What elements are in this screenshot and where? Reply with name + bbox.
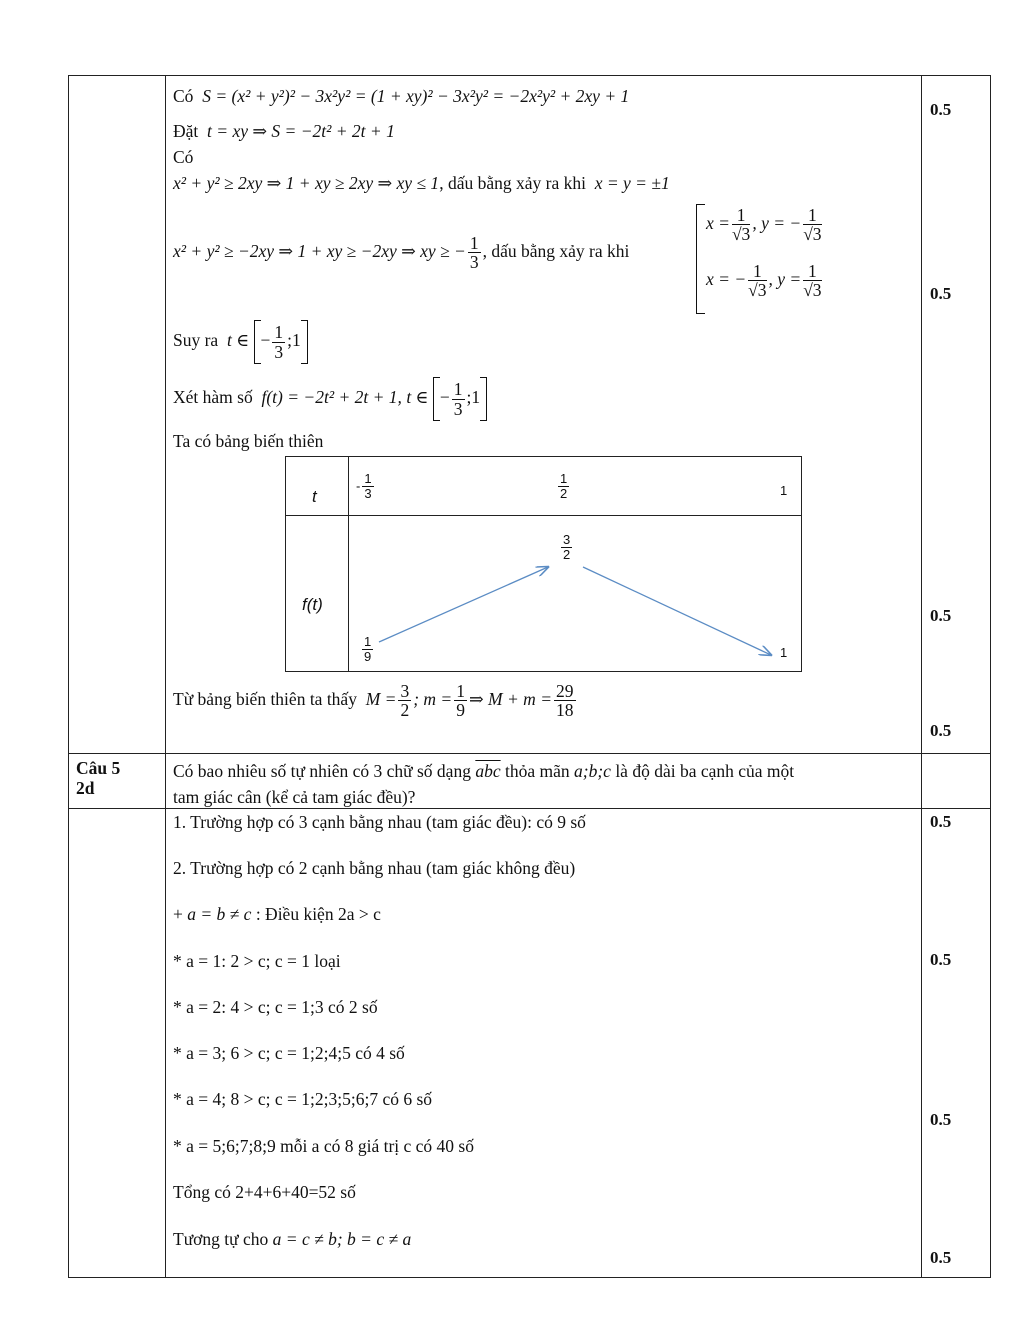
line-3: Có xyxy=(173,147,194,167)
sol-3: + a = b ≠ c : Điều kiện 2a > c xyxy=(173,904,381,924)
table-f-label: f(t) xyxy=(302,595,323,614)
line-1-math: S = (x² + y²)² − 3x²y² = (1 + xy)² − 3x²y² = −2x²y² + 2xy + 1 xyxy=(202,86,630,106)
line-5-math: x² + y² ≥ −2xy ⇒ 1 + xy ≥ −2xy ⇒ xy ≥ − xyxy=(173,240,466,261)
sol-9: Tổng có 2+4+6+40=52 số xyxy=(173,1182,356,1202)
line-2-prefix: Đặt xyxy=(173,121,199,141)
score-4: 0.5 xyxy=(930,721,952,740)
variation-table xyxy=(285,456,802,672)
line-4-math: x² + y² ≥ 2xy ⇒ 1 + xy ≥ 2xy ⇒ xy ≤ 1 xyxy=(173,173,440,193)
arrow-decreasing xyxy=(583,567,771,655)
sol-4: * a = 1: 2 > c; c = 1 loại xyxy=(173,951,341,971)
left-bracket xyxy=(254,320,261,364)
table-border-right xyxy=(990,75,991,1278)
t-mid: $\frac{1}{2}$ xyxy=(560,471,568,501)
line-1 xyxy=(173,86,629,107)
system-row-1: x = $\frac{1}{√3}$ , y = − $\frac{1}{√3}$ xyxy=(706,205,822,245)
t-end: 1 xyxy=(780,483,788,498)
score-6: 0.5 xyxy=(930,950,952,969)
table-row-divider-2 xyxy=(68,808,990,809)
right-bracket xyxy=(301,320,308,364)
f-end: 1 xyxy=(780,645,788,660)
score-7: 0.5 xyxy=(930,1110,952,1129)
score-2: 0.5 xyxy=(930,284,952,303)
cau5-points: 2d xyxy=(76,778,95,798)
table-t-label: t xyxy=(312,487,317,506)
sol-1: 1. Trường hợp có 3 cạnh bằng nhau (tam giác đều): có 9 số xyxy=(173,812,586,832)
f-def: f(t) = −2t² + 2t + 1, xyxy=(261,387,402,408)
score-5: 0.5 xyxy=(930,812,952,831)
sol-6: * a = 3; 6 > c; c = 1;2;4;5 có 4 số xyxy=(173,1043,405,1063)
frac-one-third: $\frac{1}{3}$ xyxy=(469,233,479,273)
variation-arrows xyxy=(286,457,801,671)
line-2 xyxy=(173,121,395,142)
table-col-divider-1 xyxy=(165,75,166,1278)
sol-10: Tương tự cho a = c ≠ b; b = c ≠ a xyxy=(173,1229,412,1249)
cau5-label: Câu 5 xyxy=(76,758,121,778)
suy-ra-text: Suy ra xyxy=(173,330,219,351)
cau5-question-line1: Có bao nhiêu số tự nhiên có 3 chữ số dạng $\overline{abc}$ thỏa mãn a;b;c là độ dài ba cạnh của một xyxy=(173,761,795,781)
sol-8: * a = 5;6;7;8;9 mỗi a có 8 giá trị c có 40 số xyxy=(173,1136,474,1156)
xet-text: Xét hàm số xyxy=(173,387,253,408)
t-start: - $\frac{1}{3}$ xyxy=(356,471,372,501)
abc-overline: $\overline{abc}$ xyxy=(475,761,501,781)
suy-ra-line: Suy ra t ∈ − $\frac{1}{3}$ ;1 xyxy=(173,320,308,364)
score-8: 0.5 xyxy=(930,1248,952,1267)
system-bracket xyxy=(696,204,705,314)
cau5-question-line2: tam giác cân (kể cả tam giác đều)? xyxy=(173,787,416,807)
f-max: $\frac{3}{2}$ xyxy=(563,532,571,562)
table-col-divider-2 xyxy=(921,75,922,1278)
score-1: 0.5 xyxy=(930,100,952,119)
sol-2: 2. Trường hợp có 2 cạnh bằng nhau (tam giác không đều) xyxy=(173,858,576,878)
f-min: $\frac{1}{9}$ xyxy=(364,634,372,664)
table-border-bottom xyxy=(68,1277,990,1278)
table-row-divider-1 xyxy=(68,753,990,754)
conclusion-line: Từ bảng biến thiên ta thấy M = $\frac{3}{2}$ ; m = $\frac{1}{9}$ ⇒ M + m = $\frac{29}{18}$ xyxy=(173,681,574,721)
line-4-cond: x = y = ±1 xyxy=(594,173,670,193)
system-row-2: x = − $\frac{1}{√3}$ , y = $\frac{1}{√3}$ xyxy=(706,261,822,301)
table-border-left xyxy=(68,75,69,1278)
t-in: t ∈ xyxy=(226,330,250,351)
line-4 xyxy=(173,173,670,194)
score-3: 0.5 xyxy=(930,606,952,625)
line-2-math: t = xy ⇒ S = −2t² + 2t + 1 xyxy=(207,121,395,141)
line-5 xyxy=(173,234,629,272)
ta-co-bang: Ta có bảng biến thiên xyxy=(173,431,324,451)
xet-line: Xét hàm số f(t) = −2t² + 2t + 1, t ∈ − $\frac{1}{3}$ ;1 xyxy=(173,377,487,421)
sol-7: * a = 4; 8 > c; c = 1;2;3;5;6;7 có 6 số xyxy=(173,1089,433,1109)
table-border-top xyxy=(68,75,990,76)
arrow-increasing xyxy=(379,567,548,642)
conclusion-text: Từ bảng biến thiên ta thấy xyxy=(173,688,357,709)
line-5-text: , dấu bằng xảy ra khi xyxy=(482,240,630,261)
line-1-prefix: Có xyxy=(173,86,194,106)
sol-5: * a = 2: 4 > c; c = 1;3 có 2 số xyxy=(173,997,378,1017)
line-4-text: , dấu bằng xảy ra khi xyxy=(439,173,586,193)
